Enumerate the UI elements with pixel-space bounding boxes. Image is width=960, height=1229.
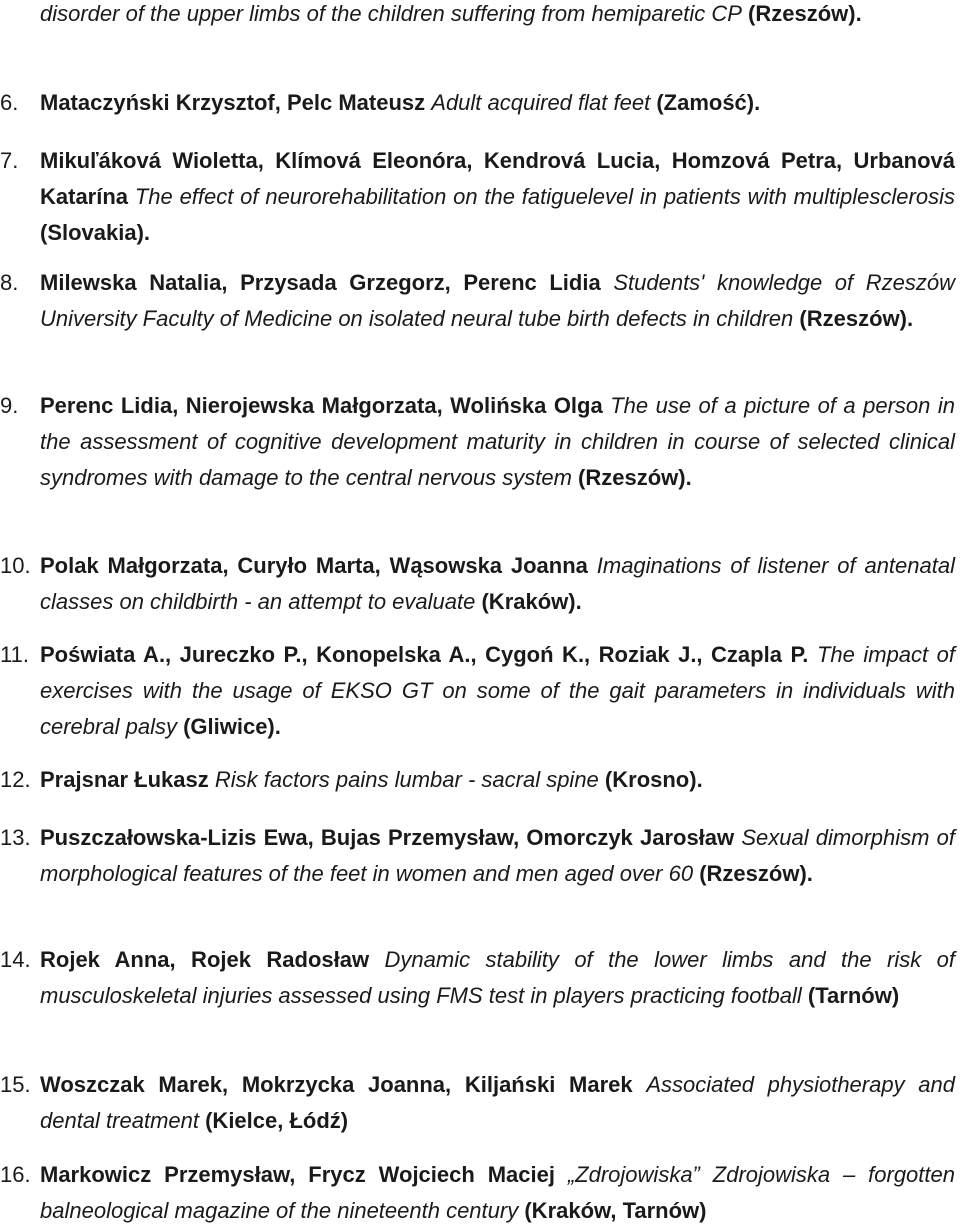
entry-place: (Zamość).	[656, 90, 761, 115]
entry-place: (Kielce, Łódź)	[205, 1108, 349, 1133]
entry-place: (Tarnów)	[807, 983, 900, 1008]
entry-number: 9.	[0, 393, 19, 418]
list-item	[0, 1067, 960, 1139]
list-item	[0, 942, 960, 1014]
entry-number: 11.	[0, 642, 29, 667]
entry-authors: Polak Małgorzata, Curyło Marta, Wąsowska Joanna	[40, 553, 588, 578]
entry-text	[40, 762, 955, 798]
list-item	[0, 143, 960, 251]
entry-number: 6.	[0, 90, 19, 115]
list-item	[0, 0, 960, 32]
entry-title: disorder of the upper limbs of the children suffering from hemiparetic CP	[40, 1, 742, 26]
entry-title: Associated physiotherapy and dental treatment	[40, 1072, 955, 1133]
entry-title: „Zdrojowiska” Zdrojowiska – forgotten balneological magazine of the nineteenth century	[40, 1162, 955, 1223]
list-item	[0, 1157, 960, 1229]
list-item	[0, 548, 960, 620]
entry-text	[40, 1067, 955, 1139]
entry-title: The effect of neurorehabilitation on the fatiguelevel in patients with multiplesclerosis	[134, 184, 955, 209]
entry-text	[40, 820, 955, 892]
entry-number: 7.	[0, 148, 19, 173]
list-item	[0, 762, 960, 798]
entry-number: 13.	[0, 825, 31, 850]
entry-number: 12.	[0, 767, 31, 792]
entry-text	[40, 942, 955, 1014]
entry-text	[40, 548, 955, 620]
entry-place: (Slovakia).	[40, 220, 151, 245]
entry-authors: Markowicz Przemysław, Frycz Wojciech Maciej	[40, 1162, 555, 1187]
entry-title: The impact of exercises with the usage of EKSO GT on some of the gait parameters in individuals with cerebral palsy	[40, 642, 955, 739]
entry-authors: Woszczak Marek, Mokrzycka Joanna, Kiljański Marek	[40, 1072, 633, 1097]
entry-place: (Kraków).	[481, 589, 582, 614]
entry-authors: Mataczyński Krzysztof, Pelc Mateusz	[40, 90, 426, 115]
entry-place: (Rzeszów).	[799, 306, 914, 331]
entry-place: (Kraków, Tarnów)	[524, 1198, 707, 1223]
entry-text	[40, 265, 955, 337]
entry-place: (Rzeszów).	[748, 1, 862, 26]
entry-authors: Puszczałowska-Lizis Ewa, Bujas Przemysław, Omorczyk Jarosław	[40, 825, 735, 850]
entry-place: (Gliwice).	[183, 714, 281, 739]
entry-title: The use of a picture of a person in the assessment of cognitive development maturity in children in course of selected clinical syndromes with damage to the central nervous system	[40, 393, 955, 490]
entry-number: 16.	[0, 1162, 31, 1187]
entry-place: (Krosno).	[604, 767, 703, 792]
entry-title: Risk factors pains lumbar - sacral spine	[214, 767, 599, 792]
list-item	[0, 637, 960, 745]
entry-authors: Mikuľáková Wioletta, Klímová Eleonóra, Kendrová Lucia, Homzová Petra, Urbanová Katarína	[40, 148, 955, 209]
entry-number: 15.	[0, 1072, 31, 1097]
entry-text	[40, 637, 955, 745]
entry-text	[40, 1157, 955, 1229]
entry-text	[40, 0, 955, 32]
entry-authors: Rojek Anna, Rojek Radosław	[40, 947, 370, 972]
entry-authors: Poświata A., Jureczko P., Konopelska A., Cygoń K., Roziak J., Czapla P.	[40, 642, 809, 667]
entry-title: Imaginations of listener of antenatal classes on childbirth - an attempt to evaluate	[40, 553, 955, 614]
entry-text	[40, 388, 955, 496]
entry-number: 10.	[0, 553, 31, 578]
entry-place: (Rzeszów).	[699, 861, 813, 886]
list-item	[0, 820, 960, 892]
entry-title: Dynamic stability of the lower limbs and the risk of musculoskeletal injuries assessed using FMS test in players practicing football	[40, 947, 955, 1008]
list-item	[0, 388, 960, 496]
entry-text	[40, 143, 955, 251]
entry-authors: Prajsnar Łukasz	[40, 767, 209, 792]
list-item	[0, 265, 960, 337]
entry-title: Sexual dimorphism of morphological features of the feet in women and men aged over 60	[40, 825, 955, 886]
entry-authors: Perenc Lidia, Nierojewska Małgorzata, Wolińska Olga	[40, 393, 603, 418]
entry-title: Adult acquired flat feet	[431, 90, 651, 115]
entry-number: 14.	[0, 947, 31, 972]
entry-number: 8.	[0, 270, 19, 295]
entry-authors: Milewska Natalia, Przysada Grzegorz, Perenc Lidia	[40, 270, 601, 295]
entry-title: Students' knowledge of Rzeszów University Faculty of Medicine on isolated neural tube birth defects in children	[40, 270, 955, 331]
entry-text	[40, 85, 955, 121]
list-item	[0, 85, 960, 121]
entry-place: (Rzeszów).	[578, 465, 692, 490]
